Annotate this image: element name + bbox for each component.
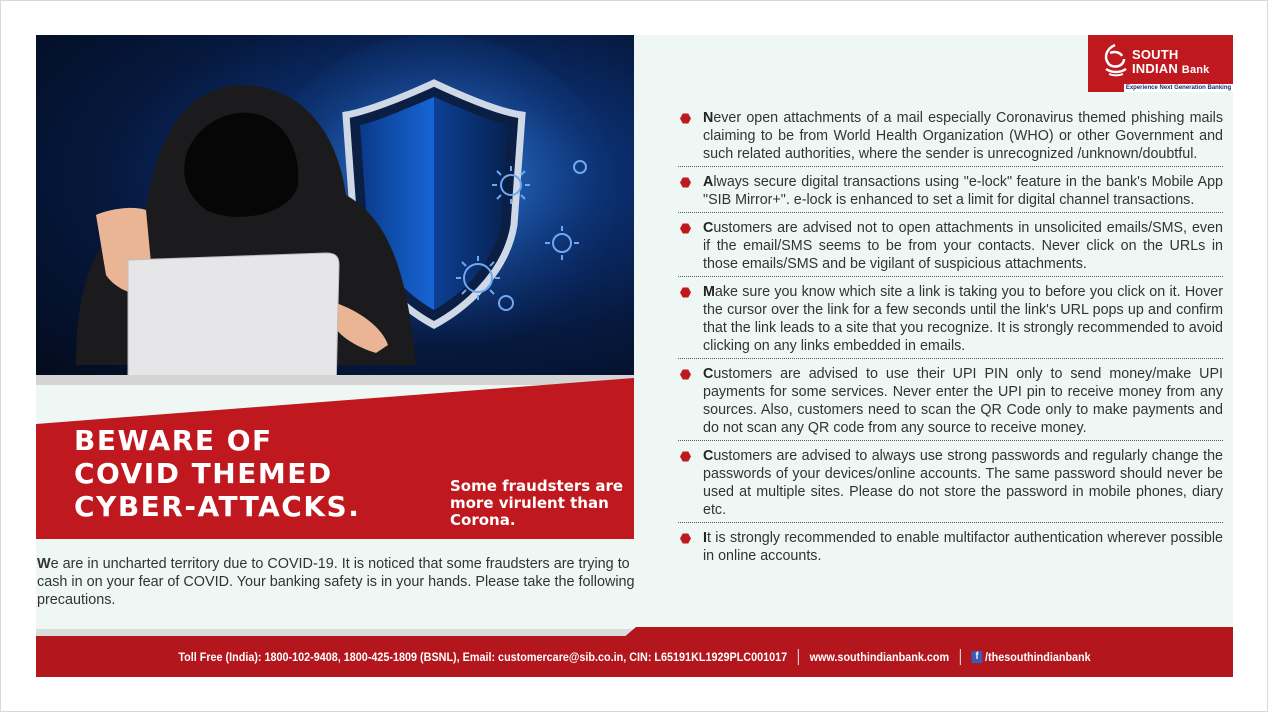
bank-tagline: Experience Next Generation Banking: [1125, 85, 1232, 91]
footer-contents: [96, 636, 1173, 677]
precautions-list: [678, 109, 1223, 574]
hexagon-bullet-icon: [680, 113, 691, 124]
website-link[interactable]: www.southindianbank.com: [809, 649, 950, 664]
hexagon-bullet-icon: [680, 533, 691, 544]
list-item: Make sure you know which site a link is taking you to before you click on it. Hover the cursor over the link for a few seconds until the link's URL pops up and confirm that the link leads to a site that you recognize. It is strongly recommended to avoid clicking on any links embedded in emails.: [678, 283, 1223, 359]
intro-drop-letter: W: [37, 556, 51, 572]
bank-name: SOUTH INDIAN Bank: [1132, 47, 1210, 76]
facebook-icon: f: [972, 651, 983, 663]
banner-subtitle: Some fraudsters are more virulent than Corona.: [450, 477, 624, 529]
facebook-link[interactable]: /thesouthindianbank: [985, 649, 1091, 664]
intro-text: e are in uncharted territory due to COVID-19. It is noticed that some fraudsters are trying to cash in on your fear of COVID. Your banking safety is in your hands. Please take the following precautions.: [37, 556, 635, 608]
banner-title: BEWARE OF COVID THEMED CYBER-ATTACKS.: [74, 424, 361, 523]
list-item: Never open attachments of a mail especially Coronavirus themed phishing mails claiming to be from World Health Organization (WHO) or other Government and such related authorities, where the sender is unrecognized /unknown/doubtful.: [678, 109, 1223, 167]
bank-emblem-icon: [1100, 43, 1130, 77]
list-item: It is strongly recommended to enable multifactor authentication wherever possible in online accounts.: [678, 529, 1223, 568]
hexagon-bullet-icon: [680, 451, 691, 462]
list-item: Customers are advised not to open attachments in unsolicited emails/SMS, even if the email/SMS seems to be from your contacts. Never click on the URLs in those emails/SMS and be vigilant of suspicious attachments.: [678, 219, 1223, 277]
hexagon-bullet-icon: [680, 369, 691, 380]
contact-info: Toll Free (India): 1800-102-9408, 1800-425-1809 (BSNL), Email: customercare@sib.co.in, CIN: L65191KL1929PLC001017: [178, 649, 788, 664]
hexagon-bullet-icon: [680, 287, 691, 298]
footer-divider: [960, 649, 961, 665]
list-item: Customers are advised to use their UPI PIN only to send money/make UPI payments for some services. Never enter the UPI pin to receive money from any sources. Also, customers need to scan the QR Code only to make payments and do not scan any QR code from any source to receive money.: [678, 365, 1223, 441]
footer-bar: [36, 636, 1233, 677]
list-item: Customers are advised to always use strong passwords and regularly change the passwords of your devices/online accounts. The same password should never be used at multiple sites. Please do not store the password in mobile phones, diary etc.: [678, 447, 1223, 523]
footer-divider: [798, 649, 799, 665]
list-item: Always secure digital transactions using "e-lock" feature in the bank's Mobile App "SIB Mirror+". e-lock is enhanced to set a limit for digital channel transactions.: [678, 173, 1223, 213]
hexagon-bullet-icon: [680, 177, 691, 188]
laptop: [128, 253, 339, 385]
intro-paragraph: [37, 555, 637, 609]
hacker-illustration: [36, 35, 634, 385]
hexagon-bullet-icon: [680, 223, 691, 234]
hacker-shield-scene: [36, 35, 634, 385]
